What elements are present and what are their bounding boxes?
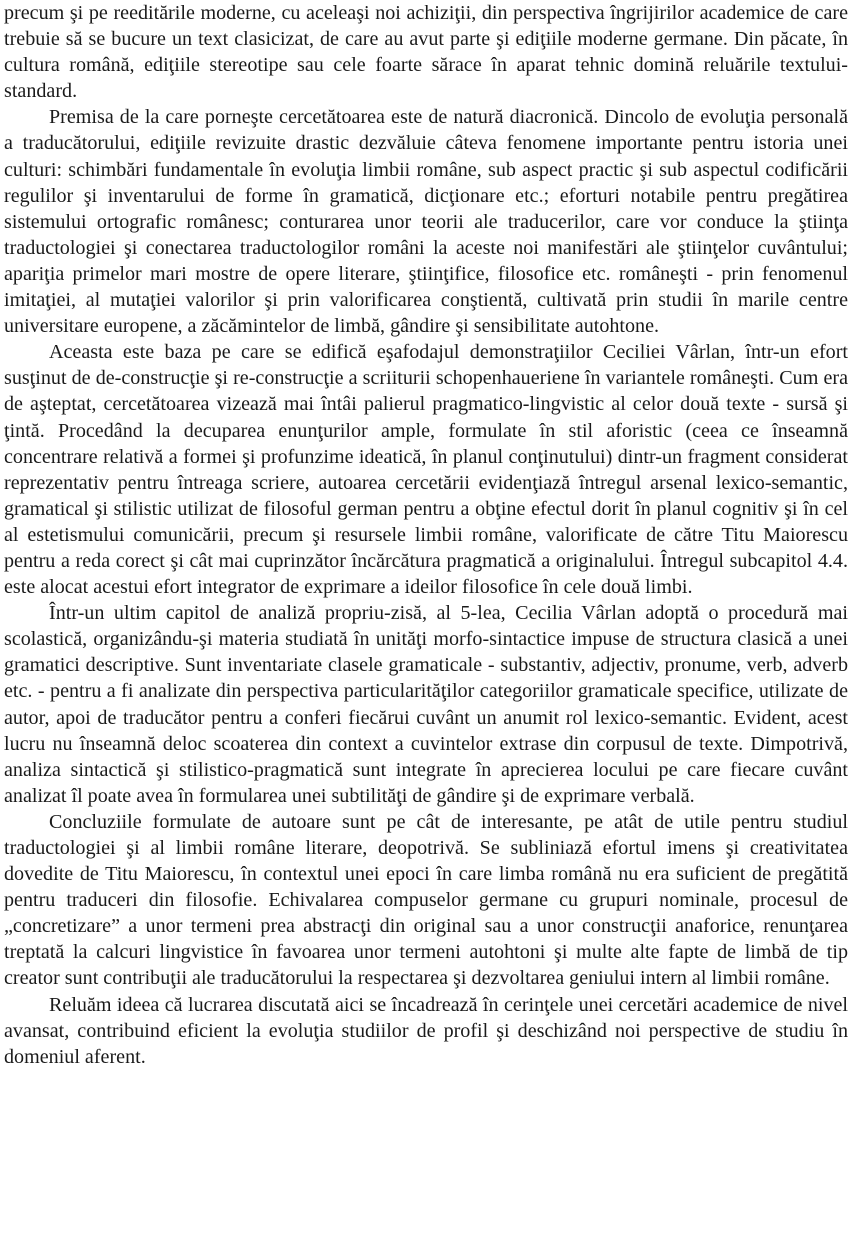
paragraph-conclusions: Concluziile formulate de autoare sunt pe cât de interesante, pe atât de utile pentru studiul traductologiei şi al limbii române literare, deopotrivă. Se subliniază efortul imens şi creativitatea dovedite de Titu Maiorescu, în contextul unei epoci în care limba română nu era suficient de pregătită pentru traduceri din filosofie. Echivalarea compuselor germane cu grupuri nominale, procesul de „concretizare” a unor termeni prea abstracţi din original sau a unor construcţii anaforice, renunţarea treptată la calcuri lingvistice în favoarea unor termeni autohtoni şi multe alte fapte de limbă de tip creator sunt contribuţii ale traducătorului la respectarea şi dezvoltarea geniului intern al limbii române.	[4, 810, 848, 990]
paragraph-demonstration: Aceasta este baza pe care se edifică eşafodajul demonstraţiilor Ceciliei Vârlan, într-un efort susţinut de de-construcţie şi re-construcţie a scriiturii schopenhaueriene în variantele româneşti. Cum era de aşteptat, cercetătoarea vizează mai întâi palierul pragmatico-lingvistic al celor două texte - sursă şi ţintă. Procedând la decuparea enunţurilor ample, formulate în stil aforistic (ceea ce înseamnă concentrare relativă a formei şi profunzime ideatică, în planul conţinutului) dintr-un fragment considerat reprezentativ pentru întreaga scriere, autoarea cercetării evidenţiază întregul arsenal lexico-semantic, gramatical şi stilistic utilizat de filosoful german pentru a obţine efectul dorit în planul cognitiv şi în cel al estetismului comunicării, precum şi resursele limbii române, valorificate de către Titu Maiorescu pentru a reda corect şi cât mai cuprinzător încărcătura pragmatică a originalului. Întregul subcapitol 4.4. este alocat acestui efort integrator de exprimare a ideilor filosofice în cele două limbi.	[4, 341, 848, 599]
paragraph-premise: Premisa de la care porneşte cercetătoarea este de natură diacronică. Dincolo de evoluţia personală a traducătorului, ediţiile revizuite drastic dezvăluie câteva fenomene importante pentru istoria unei culturi: schimbări fundamentale în evoluţia limbii române, sub aspect practic şi sub aspectul codificării regulilor şi inventarului de forme în gramatică, dicţionare etc.; eforturi notabile pentru pregătirea sistemului ortografic românesc; conturarea unor teorii ale traducerilor, care vor conduce la ştiinţa traductologiei şi conectarea traductologilor români la aceste noi manifestări ale ştiinţelor cuvântului; apariţia primelor mari mostre de opere literare, ştiinţifice, filosofice etc. româneşti - prin fenomenul imitaţiei, al mutaţiei valorilor şi prin valorificarea conştientă, cultivată prin studii în marile centre universitare europene, a zăcămintelor de limbă, gândire şi sensibilitate autohtone.	[4, 106, 848, 338]
paragraph-closing: Reluăm ideea că lucrarea discutată aici se încadrează în cerinţele unei cercetări academice de nivel avansat, contribuind eficient la evoluţia studiilor de profil şi deschizând noi perspective de studiu în domeniul aferent.	[4, 993, 848, 1068]
paragraph-continuation: precum şi pe reeditările moderne, cu aceleaşi noi achiziţii, din perspectiva îngrijirilor academice de care trebuie să se bucure un text clasicizat, de care au avut parte şi ediţiile moderne germane. Din păcate, în cultura română, ediţiile stereotipe sau cele foarte sărace în aparat tehnic domină reluările textului-standard.	[4, 2, 848, 103]
paragraph-morphosyntax: Într-un ultim capitol de analiză propriu-zisă, al 5-lea, Cecilia Vârlan adoptă o procedură mai scolastică, organizându-şi materia studiată în unităţi morfo-sintactice impuse de structura clasică a unei gramatici descriptive. Sunt inventariate clasele gramaticale - substantiv, adjectiv, pronume, verb, adverb etc. - pentru a fi analizate din perspectiva particularităţilor categoriilor gramaticale specifice, utilizate de autor, apoi de traducător pentru a conferi fiecărui cuvânt un anumit rol lexico-semantic. Evident, acest lucru nu înseamnă deloc scoaterea din context a cuvintelor extrase din corpusul de texte. Dimpotrivă, analiza sintactică şi stilistico-pragmatică sunt integrate în aprecierea locului pe care fiecare cuvânt analizat îl poate avea în formularea unei subtilităţi de gândire şi de exprimare verbală.	[4, 602, 848, 807]
